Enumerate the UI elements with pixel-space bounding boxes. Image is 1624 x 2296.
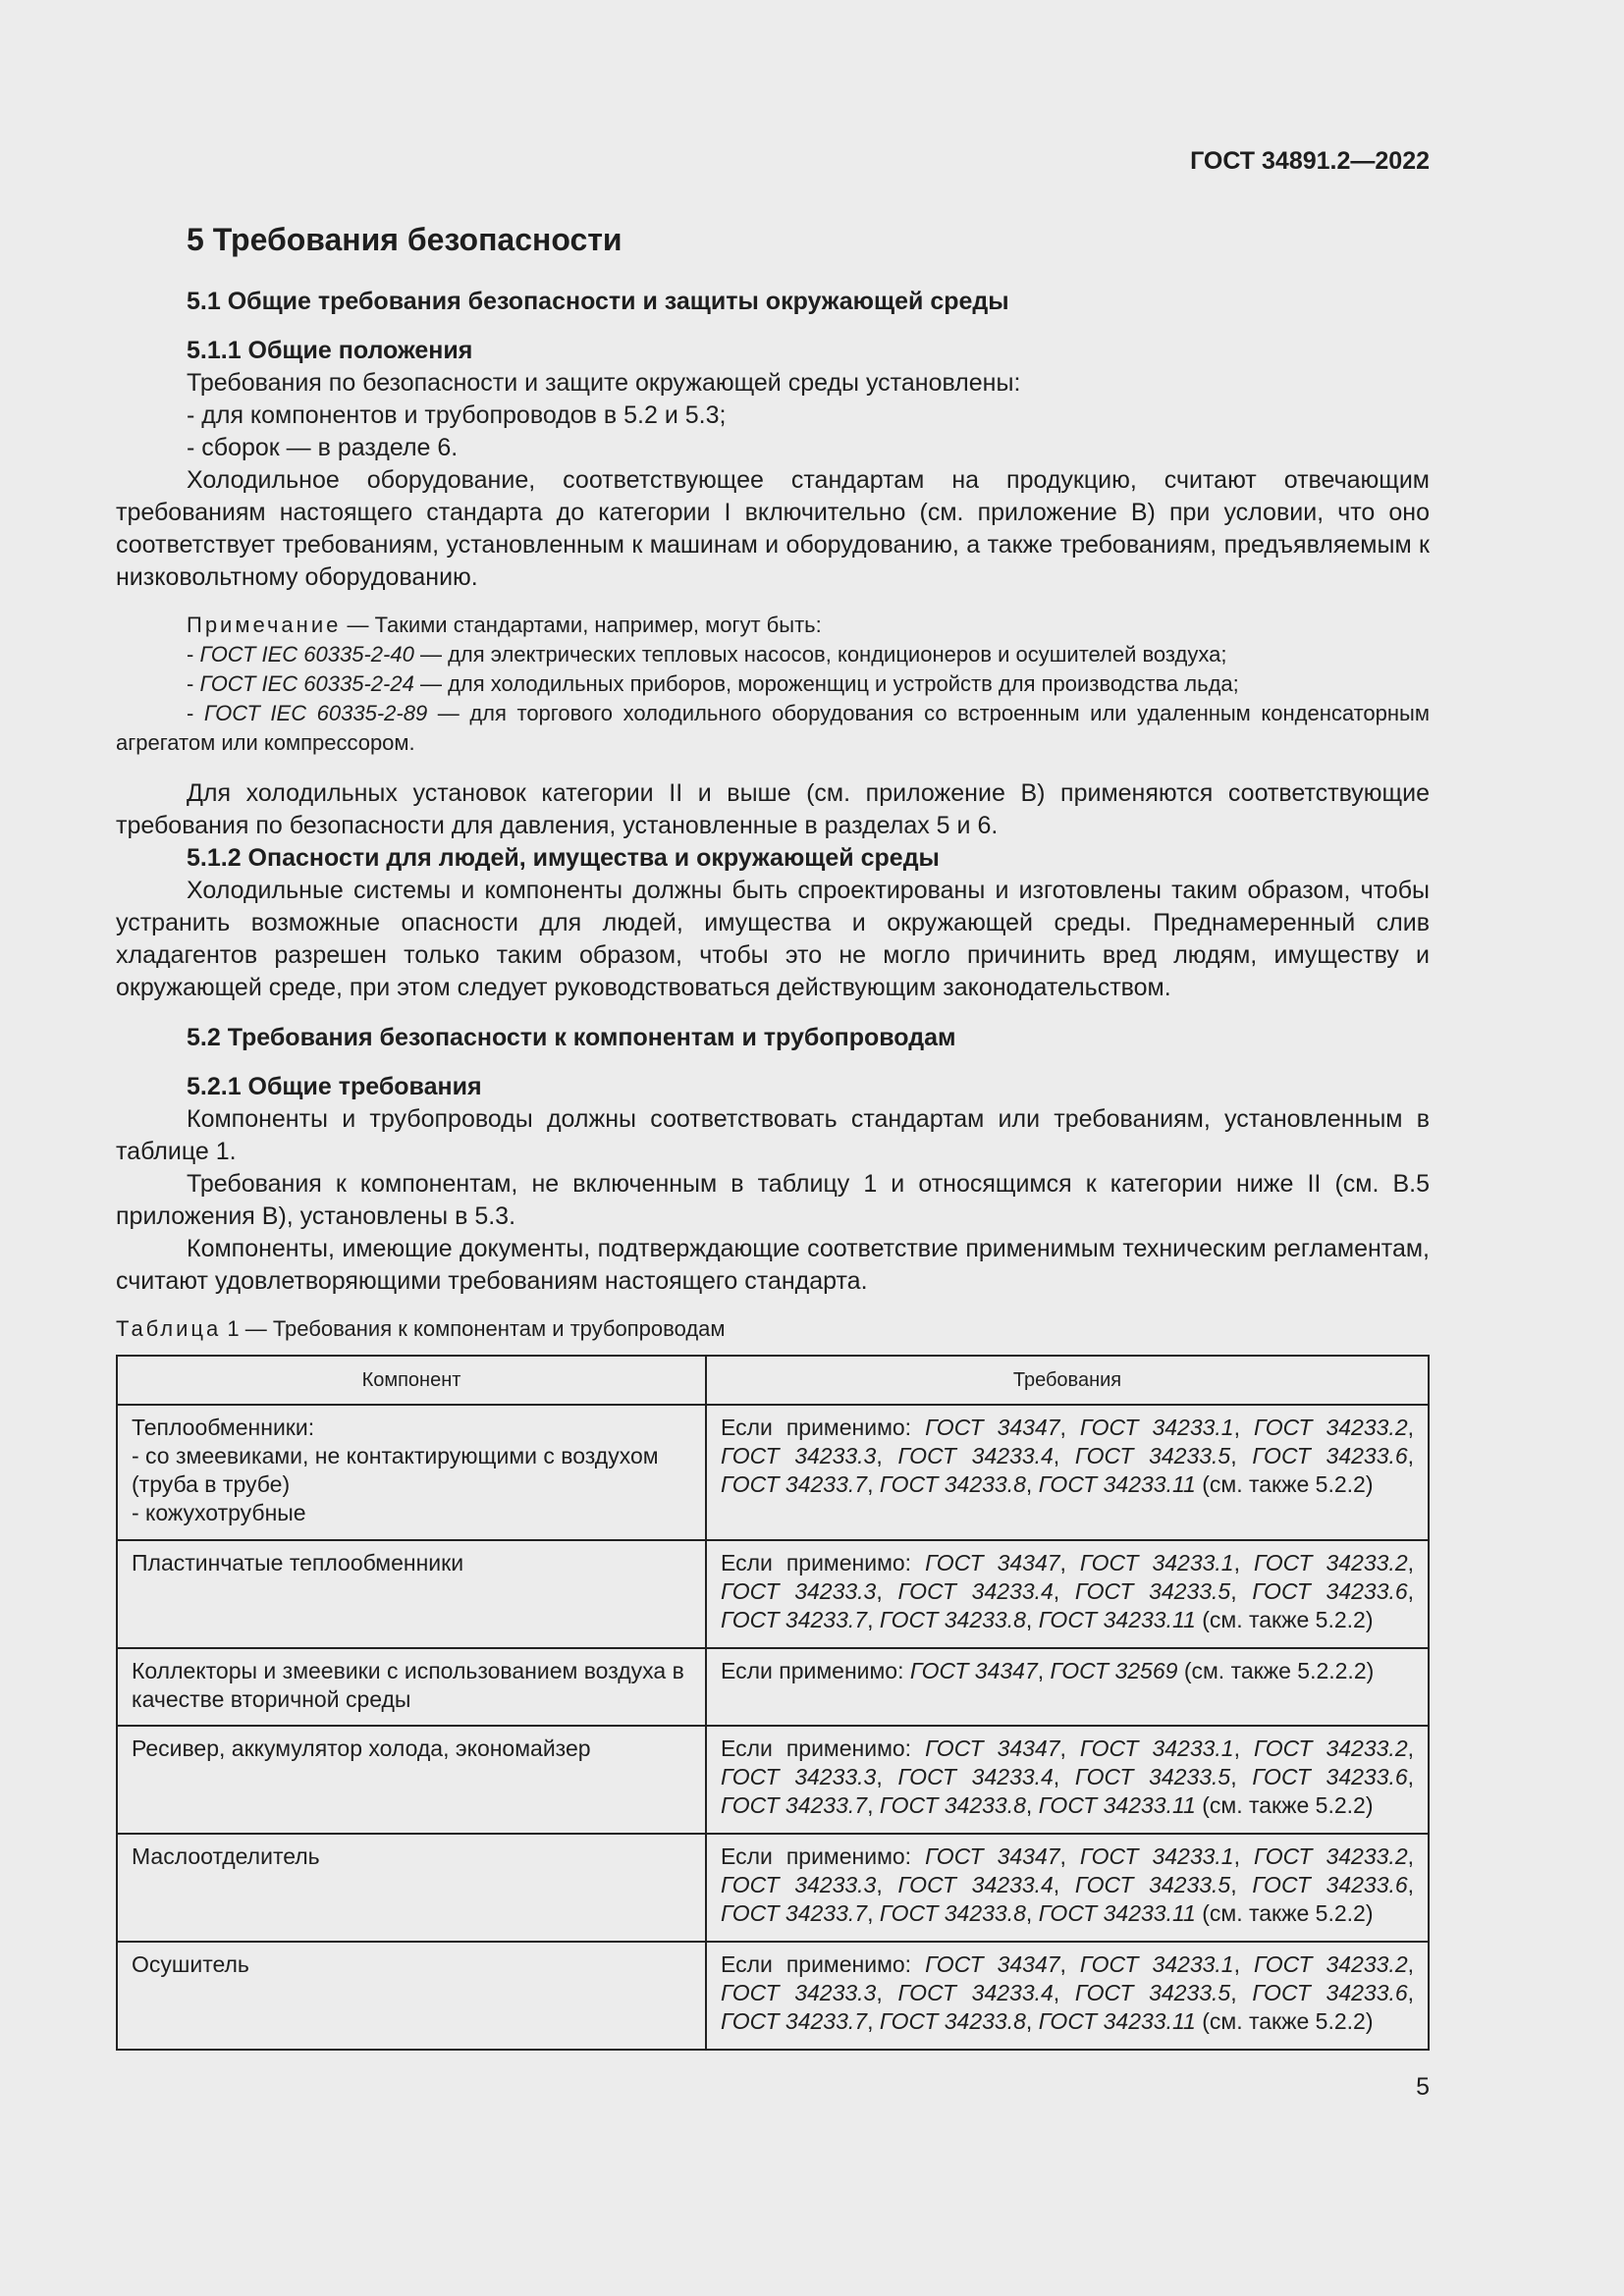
requirements-cell: Если применимо: ГОСТ 34347, ГОСТ 34233.1, ГОСТ 34233.2, ГОСТ 34233.3, ГОСТ 34233.4, ГОСТ 34233.5, ГОСТ 34233.6, ГОСТ 34233.7, ГОСТ 34233.8, ГОСТ 34233.11 (см. также 5.2.2) (706, 1834, 1429, 1942)
standard-ref: ГОСТ 32569 (1050, 1658, 1178, 1683)
standard-ref: ГОСТ 34233.1 (1079, 1735, 1234, 1761)
requirements-cell: Если применимо: ГОСТ 34347, ГОСТ 34233.1, ГОСТ 34233.2, ГОСТ 34233.3, ГОСТ 34233.4, ГОСТ 34233.5, ГОСТ 34233.6, ГОСТ 34233.7, ГОСТ 34233.8, ГОСТ 34233.11 (см. также 5.2.2) (706, 1726, 1429, 1834)
standard-ref: ГОСТ 34233.8 (879, 1792, 1026, 1818)
standard-ref: ГОСТ 34233.6 (1252, 1443, 1408, 1468)
table-row (117, 1834, 1429, 1942)
standard-ref: ГОСТ 34347 (925, 1735, 1060, 1761)
standard-ref: ГОСТ 34233.4 (897, 1443, 1054, 1468)
requirements-cell: Если применимо: ГОСТ 34347, ГОСТ 34233.1, ГОСТ 34233.2, ГОСТ 34233.3, ГОСТ 34233.4, ГОСТ 34233.5, ГОСТ 34233.6, ГОСТ 34233.7, ГОСТ 34233.8, ГОСТ 34233.11 (см. также 5.2.2) (706, 1540, 1429, 1648)
table-row (117, 1405, 1429, 1540)
standard-ref: ГОСТ 34233.7 (721, 1792, 868, 1818)
component-cell: Маслоотделитель (117, 1834, 706, 1942)
note-ref: ГОСТ IEC 60335-2-24 (199, 671, 414, 696)
standard-ref: ГОСТ 34233.11 (1038, 1471, 1196, 1497)
table-caption-text: 1 — Требования к компонентам и трубопроводам (221, 1316, 726, 1341)
component-cell: Теплообменники: - со змеевиками, не контактирующими с воздухом (труба в трубе) - кожухотрубные (117, 1405, 706, 1540)
note-item: - ГОСТ IEC 60335-2-89 — для торгового холодильного оборудования со встроенным или удаленным конденсаторным агрегатом или компрессором. (116, 701, 1430, 755)
standard-ref: ГОСТ 34233.1 (1079, 1843, 1234, 1869)
standard-ref: ГОСТ 34233.5 (1074, 1443, 1231, 1468)
standard-ref: ГОСТ 34233.5 (1074, 1578, 1231, 1604)
standard-ref: ГОСТ 34233.11 (1038, 1607, 1196, 1632)
subsection-5-2-title: 5.2 Требования безопасности к компонентам и трубопроводам (187, 1024, 956, 1051)
component-cell: Коллекторы и змеевики с использованием воздуха в качестве вторичной среды (117, 1648, 706, 1726)
standard-ref: ГОСТ 34233.3 (721, 1443, 877, 1468)
standard-ref: ГОСТ 34233.3 (721, 1764, 877, 1789)
standard-ref: ГОСТ 34233.7 (721, 1900, 868, 1926)
standard-ref: ГОСТ 34347 (925, 1415, 1060, 1440)
note-label: Примечание (187, 613, 342, 637)
standard-ref: ГОСТ 34233.2 (1253, 1843, 1408, 1869)
standard-ref: ГОСТ 34233.7 (721, 1471, 868, 1497)
standard-ref: ГОСТ 34233.2 (1253, 1550, 1408, 1575)
list-item: - сборок — в разделе 6. (187, 434, 459, 461)
subsection-5-2-1 (116, 1071, 1430, 1298)
standard-ref: ГОСТ 34233.11 (1038, 1900, 1196, 1926)
standard-ref: ГОСТ 34233.5 (1074, 1980, 1231, 2005)
standard-ref: ГОСТ 34347 (909, 1658, 1038, 1683)
subsection-5-1-1 (116, 335, 1430, 594)
standard-ref: ГОСТ 34233.11 (1038, 1792, 1196, 1818)
subsection-5-2-1-title: 5.2.1 Общие требования (187, 1073, 482, 1100)
standard-ref: ГОСТ 34233.1 (1079, 1951, 1234, 1977)
paragraph: Компоненты, имеющие документы, подтверждающие соответствие применимым техническим регламентам, считают удовлетворяющими требованиям настоящего стандарта. (116, 1235, 1430, 1295)
table-header-component: Компонент (117, 1356, 706, 1405)
component-cell: Осушитель (117, 1942, 706, 2050)
table-caption (116, 1315, 1430, 1343)
subsection-5-1 (116, 286, 1430, 318)
standard-ref: ГОСТ 34233.8 (879, 2008, 1026, 2034)
requirements-cell: Если применимо: ГОСТ 34347, ГОСТ 32569 (см. также 5.2.2.2) (706, 1648, 1429, 1726)
general-intro: Требования по безопасности и защите окружающей среды установлены: (187, 369, 1021, 397)
paragraph: Для холодильных установок категории II и выше (см. приложение В) применяются соответствующие требования по безопасности для давления, установленные в разделах 5 и 6. (116, 779, 1430, 839)
note-block (116, 611, 1430, 758)
table-caption-label: Таблица (116, 1316, 222, 1341)
standard-ref: ГОСТ 34233.2 (1253, 1951, 1408, 1977)
document-code: ГОСТ 34891.2—2022 (1190, 147, 1430, 175)
standard-ref: ГОСТ 34233.7 (721, 2008, 868, 2034)
standard-ref: ГОСТ 34233.3 (721, 1578, 877, 1604)
standard-ref: ГОСТ 34233.4 (897, 1872, 1054, 1897)
table-row (117, 1942, 1429, 2050)
standard-ref: ГОСТ 34233.2 (1253, 1415, 1408, 1440)
standard-ref: ГОСТ 34347 (925, 1951, 1060, 1977)
standard-ref: ГОСТ 34233.8 (879, 1471, 1026, 1497)
subsection-5-1-1-title: 5.1.1 Общие положения (187, 337, 473, 364)
page-number: 5 (1416, 2073, 1430, 2101)
paragraph: Компоненты и трубопроводы должны соответствовать стандартам или требованиям, установленным в таблице 1. (116, 1105, 1430, 1165)
paragraph: Холодильное оборудование, соответствующее стандартам на продукцию, считают отвечающим требованиям настоящего стандарта до категории I включительно (см. приложение В) при условии, что оно соответствует требованиям, установленным к машинам и оборудованию, а также требованиям, предъявляемым к низковольтному оборудованию. (116, 466, 1430, 591)
standard-ref: ГОСТ 34347 (925, 1843, 1060, 1869)
paragraph: Холодильные системы и компоненты должны быть спроектированы и изготовлены таким образом, чтобы устранить возможные опасности для людей, имущества и окружающей среды. Преднамеренный слив хладагентов разрешен только таким образом, чтобы это не могло причинить вред людям, имуществу и окружающей среде, при этом следует руководствоваться действующим законодательством. (116, 877, 1430, 1001)
list-item: - для компонентов и трубопроводов в 5.2 и 5.3; (187, 401, 727, 429)
standard-ref: ГОСТ 34233.8 (879, 1607, 1026, 1632)
note-item: - ГОСТ IEC 60335-2-24 — для холодильных приборов, мороженщиц и устройств для производства льда; (187, 671, 1239, 696)
standard-ref: ГОСТ 34233.6 (1252, 1764, 1408, 1789)
table-row (117, 1648, 1429, 1726)
standard-ref: ГОСТ 34233.11 (1038, 2008, 1196, 2034)
table-row (117, 1726, 1429, 1834)
subsection-5-1-2-title: 5.1.2 Опасности для людей, имущества и окружающей среды (187, 844, 940, 872)
standard-ref: ГОСТ 34233.8 (879, 1900, 1026, 1926)
standard-ref: ГОСТ 34233.7 (721, 1607, 868, 1632)
standard-ref: ГОСТ 34233.4 (897, 1578, 1054, 1604)
standard-ref: ГОСТ 34233.5 (1074, 1764, 1231, 1789)
requirements-cell: Если применимо: ГОСТ 34347, ГОСТ 34233.1, ГОСТ 34233.2, ГОСТ 34233.3, ГОСТ 34233.4, ГОСТ 34233.5, ГОСТ 34233.6, ГОСТ 34233.7, ГОСТ 34233.8, ГОСТ 34233.11 (см. также 5.2.2) (706, 1942, 1429, 2050)
subsection-5-2 (116, 1022, 1430, 1054)
note-ref: ГОСТ IEC 60335-2-40 (199, 642, 414, 667)
standard-ref: ГОСТ 34233.4 (897, 1764, 1054, 1789)
table-row (117, 1540, 1429, 1648)
component-cell: Пластинчатые теплообменники (117, 1540, 706, 1648)
standard-ref: ГОСТ 34233.3 (721, 1980, 877, 2005)
standard-ref: ГОСТ 34233.2 (1253, 1735, 1408, 1761)
requirements-cell: Если применимо: ГОСТ 34347, ГОСТ 34233.1, ГОСТ 34233.2, ГОСТ 34233.3, ГОСТ 34233.4, ГОСТ 34233.5, ГОСТ 34233.6, ГОСТ 34233.7, ГОСТ 34233.8, ГОСТ 34233.11 (см. также 5.2.2) (706, 1405, 1429, 1540)
standard-ref: ГОСТ 34233.6 (1252, 1980, 1408, 2005)
table-body (117, 1405, 1429, 2050)
paragraph-category-ii (116, 777, 1430, 1004)
standard-ref: ГОСТ 34347 (925, 1550, 1060, 1575)
standard-ref: ГОСТ 34233.6 (1252, 1872, 1408, 1897)
subsection-5-1-title: 5.1 Общие требования безопасности и защиты окружающей среды (187, 288, 1009, 315)
standard-ref: ГОСТ 34233.1 (1079, 1550, 1234, 1575)
section-title: 5 Требования безопасности (187, 222, 623, 257)
component-cell: Ресивер, аккумулятор холода, экономайзер (117, 1726, 706, 1834)
table-header-requirements: Требования (706, 1356, 1429, 1405)
note-ref: ГОСТ IEC 60335-2-89 (203, 701, 428, 725)
requirements-table (116, 1355, 1430, 2051)
note-item: - ГОСТ IEC 60335-2-40 — для электрических тепловых насосов, кондиционеров и осушителей воздуха; (187, 642, 1227, 667)
paragraph: Требования к компонентам, не включенным в таблицу 1 и относящимся к категории ниже II (см. В.5 приложения В), установлены в 5.3. (116, 1170, 1430, 1230)
standard-ref: ГОСТ 34233.6 (1252, 1578, 1408, 1604)
standard-ref: ГОСТ 34233.1 (1079, 1415, 1234, 1440)
standard-ref: ГОСТ 34233.4 (897, 1980, 1054, 2005)
standard-ref: ГОСТ 34233.5 (1074, 1872, 1231, 1897)
standard-ref: ГОСТ 34233.3 (721, 1872, 877, 1897)
note-text: — Такими стандартами, например, могут быть: (341, 613, 822, 637)
